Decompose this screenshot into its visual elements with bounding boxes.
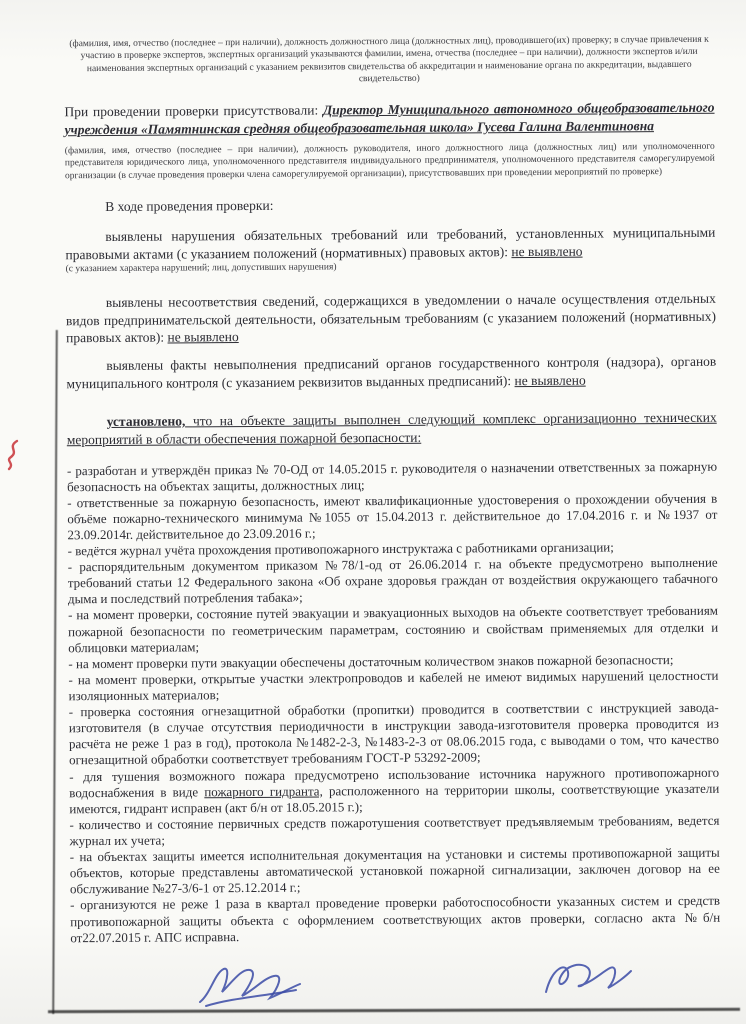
finding-item: - на момент проверки, состояние путей эвакуации и эвакуационных выходов на объекте соответствует требованиям пожарной безопасности по геометрическим параметрам, состоянию и свойствам применяемых для отделки и облицовки материалам;: [67, 603, 719, 655]
in-course-line: В ходе проведения проверки:: [105, 197, 274, 215]
right-signature: [538, 956, 636, 1004]
finding-item: - распорядительным документом приказом №78/1-од от 26.06.2014 г. на объекте предусмотрено выполнение требований статьи 12 Федерального закона «Об охране здоровья граждан от воздействия окружающего табачного дыма и последствий потребления табака»;: [67, 554, 718, 607]
present-footnote: (фамилия, имя, отчество (последнее – при наличии), должность руководителя, иного должностного лица (должностных лиц) или уполномоченного представителя юридического лица, уполномоченного представителя индивидуального предпринимателя, уполномоченного представителя саморегулируемой организации (в случае проведения проверки члена саморегулируемой организации), присутствовавших при проведении мероприятий по проверке): [64, 141, 715, 181]
right-signature-stroke: [546, 965, 631, 992]
finding-item: - организуются не реже 1 раза в квартал проведение проверки работоспособности указанных систем и средств противопожарной защиты объекта с оформлением соответствующих актов проверки, согласно акта №б/н от22.07.2015 г. АПС исправна.: [70, 893, 721, 945]
findings-list: [67, 458, 720, 946]
finding-item: - на объектах защиты имеется исполнительная документация на установки и системы противопожарной защиты объектов, которые представлены автоматической установкой пожарной сигнализации, заключен договор на ее обслуживание №27-3/6-1 от 25.12.2014 г.;: [69, 844, 720, 897]
finding-item: - на момент проверки, открытые участки электропроводов и кабелей не имеют видимых нарушений целостности изоляционных материалов;: [68, 667, 719, 704]
noncompliance-paragraph: [66, 353, 716, 393]
finding-item: - на момент проверки пути эвакуации обеспечены достаточным количеством знаков пожарной безопасности;: [68, 651, 674, 672]
violations-text: выявлены нарушения обязательных требований или требований, установленных муниципальными правовыми актами (с указанием положений (нормативных) правовых актов):: [65, 224, 716, 262]
present-label: При проведении проверки присутствовали:: [64, 102, 319, 120]
finding-item: - для тушения возможного пожара предусмотрено использование источника наружного противопожарного водоснабжения в виде пожарного гидранта, расположенного на территории школы, соответствующие указатели имеются, гидрант исправен (акт б/н от 18.05.2015 г.);: [69, 764, 720, 817]
violations-result: не выявлено: [511, 243, 583, 259]
left-signature-flourish: [206, 990, 296, 1006]
discrepancies-text: выявлены несоответствия сведений, содержащихся в уведомлении о начале осуществления отдельных видов предпринимательской деятельности, обязательным требованиям (с указанием положений (нормативных) правовых актов):: [65, 290, 717, 346]
scan-edge-left: [52, 330, 58, 1014]
red-pen-mark-stroke: [9, 441, 17, 469]
finding-item: - проверка состояния огнезащитной обработки (пропитки) проводится в соответствии с инструкцией завода-изготовителя (в случае отсутствия периодичности в инструкции завода-изготовителя проверка проводится из расчёта не реже 1 раз в год), протокола №1482-2-3, №1483-2-3 от 08.06.2015 года, с выводами о том, что качество огнезащитной обработки соответствует требованиям ГОСТ-Р 53292-2009;: [68, 699, 719, 768]
finding-item: - ответственные за пожарную безопасность, имеют квалификационные удостоверения о прохождении обучения в объёме пожарно-технического минимума №1055 от 15.04.2013 г. действительное до 17.04.2016 г. и №1937 от 23.09.2014г. действительное до 23.09.2016 г.;: [67, 490, 718, 543]
present-value: Директор Муниципального автономного общеобразовательного учреждения «Памятнинская средняя общеобразовательная школа» Гусева Галина Валентиновна: [64, 100, 715, 138]
established-paragraph: [67, 409, 717, 449]
violations-footnote: (с указанием характера нарушений; лиц, допустивших нарушения): [65, 262, 337, 275]
left-signature: [192, 960, 307, 1012]
finding-item: - количество и состояние первичных средств пожаротушения соответствует предъявляемым требованиям, ведется журнал их учета;: [69, 812, 720, 849]
violations-paragraph: [65, 224, 715, 264]
noncompliance-text: выявлены факты невыполнения предписаний органов государственного контроля (надзора), органов муниципального контроля (с указанием реквизитов выданных предписаний):: [66, 353, 717, 392]
established-lead: установлено,: [106, 413, 186, 429]
document-content: [64, 34, 720, 946]
discrepancies-paragraph: [66, 290, 716, 348]
finding-item: - ведётся журнал учёта прохождения противопожарного инструктажа с работниками организации;: [67, 539, 614, 559]
finding-item: - разработан и утверждён приказ № 70-ОД от 14.05.2015 г. руководителя о назначении ответственных за пожарную безопасность на объектах защиты, должностных лиц;: [66, 458, 718, 494]
red-pen-mark: [2, 438, 26, 474]
inspectors-footnote: (фамилия, имя, отчество (последнее – при наличии), должность должностного лица (должностных лиц), проводившего(их) проверку; в случае привлечения к участию в проверке экспертов, экспертных организаций указываются фамилии, имена, отчества (последнее – при наличии), должности экспертов и/или наименования экспертных организаций с указанием реквизитов свидетельства об аккредитации и наименование органа по аккредитации, выдавшего свидетельство): [69, 34, 709, 85]
noncompliance-result: не выявлено: [514, 372, 586, 389]
scan-edge-bottom: [48, 1008, 740, 1013]
established-rest: что на объекте защиты выполнен следующий комплекс организационно технических мероприятий в области обеспечения пожарной безопасности:: [66, 409, 717, 447]
present-paragraph: [64, 99, 714, 139]
discrepancies-result: не выявлено: [167, 329, 239, 345]
